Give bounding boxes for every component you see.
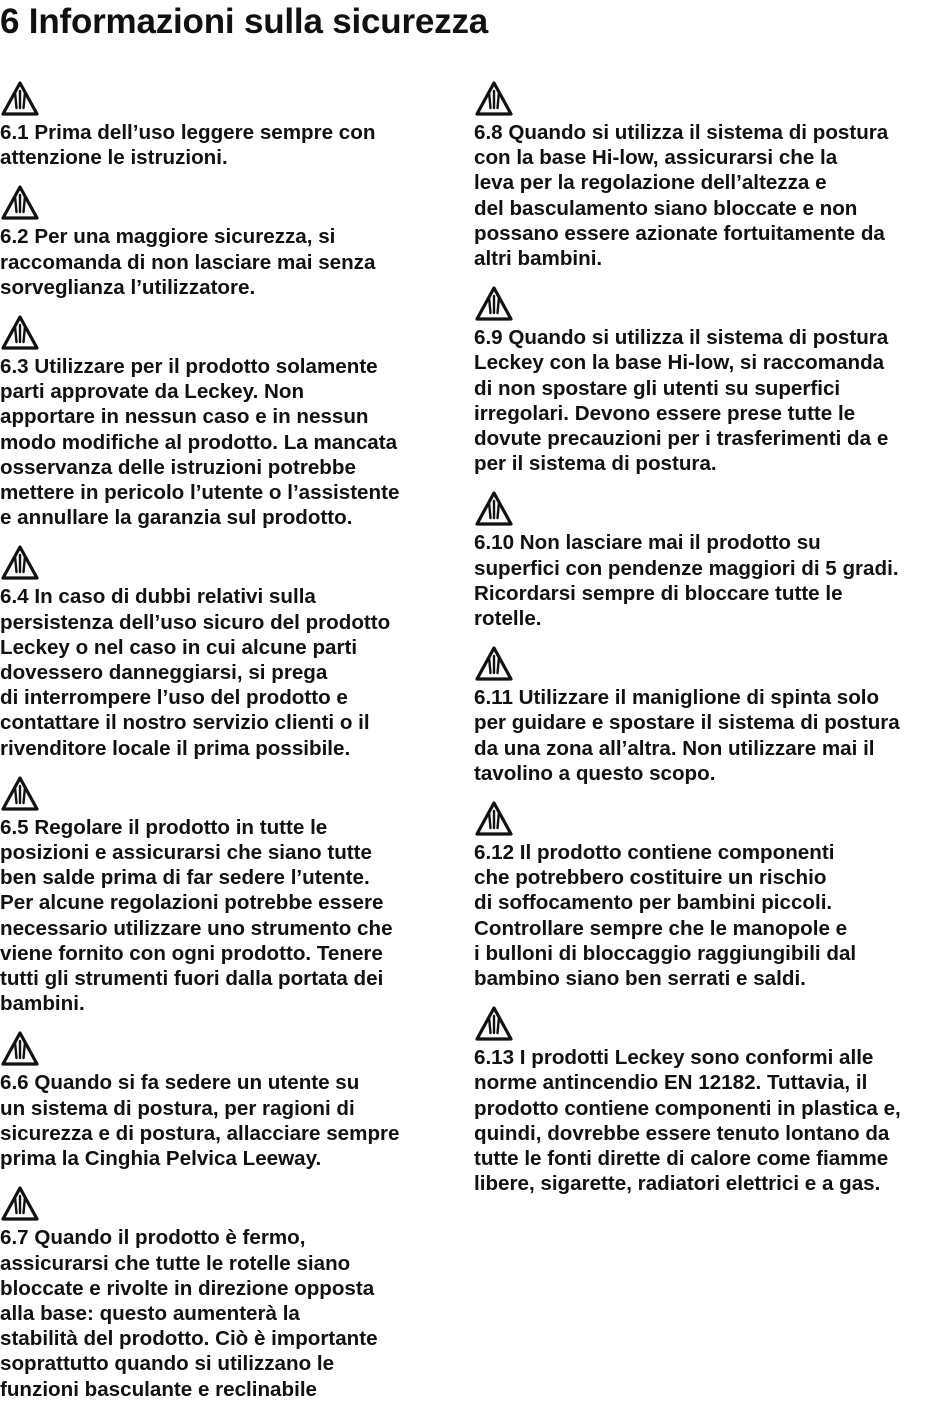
safety-item — [474, 800, 950, 991]
warning-icon — [0, 775, 40, 813]
safety-item — [474, 285, 950, 476]
safety-item-text: 6.13 I prodotti Leckey sono conformi alle norme antincendio EN 12182. Tuttavia, il prodotto contiene componenti in plastica e, quindi, dovrebbe essere tenuto lontano da tutte le fonti dirette di calore come fiamme libere, sigarette, radiatori elettrici e a gas. — [474, 1046, 901, 1196]
warning-icon — [474, 80, 514, 118]
left-column — [0, 80, 470, 1416]
warning-icon — [0, 544, 40, 582]
warning-icon — [474, 800, 514, 838]
safety-item-text: 6.3 Utilizzare per il prodotto solamente parti approvate da Leckey. Non apportare in nessun caso e in nessun modo modifiche al prodotto. La mancata osservanza delle istruzioni potrebbe mettere in pericolo l’utente o l’assistente e annullare la garanzia sul prodotto. — [0, 355, 400, 530]
safety-item — [0, 184, 470, 300]
safety-item — [474, 80, 950, 271]
warning-icon — [0, 314, 40, 352]
safety-item — [0, 775, 470, 1017]
warning-icon — [0, 1185, 40, 1223]
warning-icon — [474, 645, 514, 683]
warning-icon — [0, 184, 40, 222]
right-column — [474, 80, 950, 1211]
safety-item — [0, 1030, 470, 1171]
warning-icon — [0, 1030, 40, 1068]
safety-item-text: 6.8 Quando si utilizza il sistema di postura con la base Hi-low, assicurarsi che la leva per la regolazione dell’altezza e del basculamento siano bloccate e non possano essere azionate fortuitamente da altri bambini. — [474, 121, 889, 271]
safety-item — [0, 1185, 470, 1401]
safety-item-text: 6.2 Per una maggiore sicurezza, si raccomanda di non lasciare mai senza sorveglianza l’utilizzatore. — [0, 225, 376, 299]
safety-item — [474, 1005, 950, 1196]
warning-icon — [474, 1005, 514, 1043]
safety-item — [0, 544, 470, 760]
page-title: 6 Informazioni sulla sicurezza — [0, 2, 489, 41]
safety-item-text: 6.1 Prima dell’uso leggere sempre con attenzione le istruzioni. — [0, 121, 376, 170]
safety-item-text: 6.9 Quando si utilizza il sistema di postura Leckey con la base Hi-low, si raccomanda di non spostare gli utenti su superfici irregolari. Devono essere prese tutte le dovute precauzioni per i trasferimenti da e per il sistema di postura. — [474, 326, 889, 476]
safety-item-text: 6.11 Utilizzare il maniglione di spinta solo per guidare e spostare il sistema di postura da una zona all’altra. Non utilizzare mai il tavolino a questo scopo. — [474, 686, 900, 785]
safety-item-text: 6.7 Quando il prodotto è fermo, assicurarsi che tutte le rotelle siano bloccate e rivolte in direzione opposta alla base: questo aumenterà la stabilità del prodotto. Ciò è importante soprattutto quando si utilizzano le funzioni basculante e reclinabile — [0, 1226, 378, 1401]
safety-item-text: 6.10 Non lasciare mai il prodotto su superfici con pendenze maggiori di 5 gradi. Ricordarsi sempre di bloccare tutte le rotelle. — [474, 531, 899, 631]
safety-item-text: 6.12 Il prodotto contiene componenti che potrebbero costituire un rischio di soffocamento per bambini piccoli. Controllare sempre che le manopole e i bulloni di bloccaggio raggiungibili dal bambino siano ben serrati e saldi. — [474, 841, 857, 991]
safety-item — [0, 80, 470, 170]
safety-item — [0, 314, 470, 530]
warning-icon — [0, 80, 40, 118]
safety-item — [474, 645, 950, 786]
safety-item — [474, 490, 950, 631]
warning-icon — [474, 490, 514, 528]
safety-item-text: 6.6 Quando si fa sedere un utente su un sistema di postura, per ragioni di sicurezza e di postura, allacciare sempre prima la Cinghia Pelvica Leeway. — [0, 1071, 400, 1171]
warning-icon — [474, 285, 514, 323]
safety-item-text: 6.4 In caso di dubbi relativi sulla persistenza dell’uso sicuro del prodotto Leckey o nel caso in cui alcune parti dovessero danneggiarsi, si prega di interrompere l’uso del prodotto e contattare il nostro servizio clienti o il rivenditore locale il prima possibile. — [0, 585, 391, 760]
safety-item-text: 6.5 Regolare il prodotto in tutte le posizioni e assicurarsi che siano tutte ben salde prima di far sedere l’utente. Per alcune regolazioni potrebbe essere necessario utilizzare uno strumento che viene fornito con ogni prodotto. Tenere tutti gli strumenti fuori dalla portata dei bambini. — [0, 815, 393, 1016]
